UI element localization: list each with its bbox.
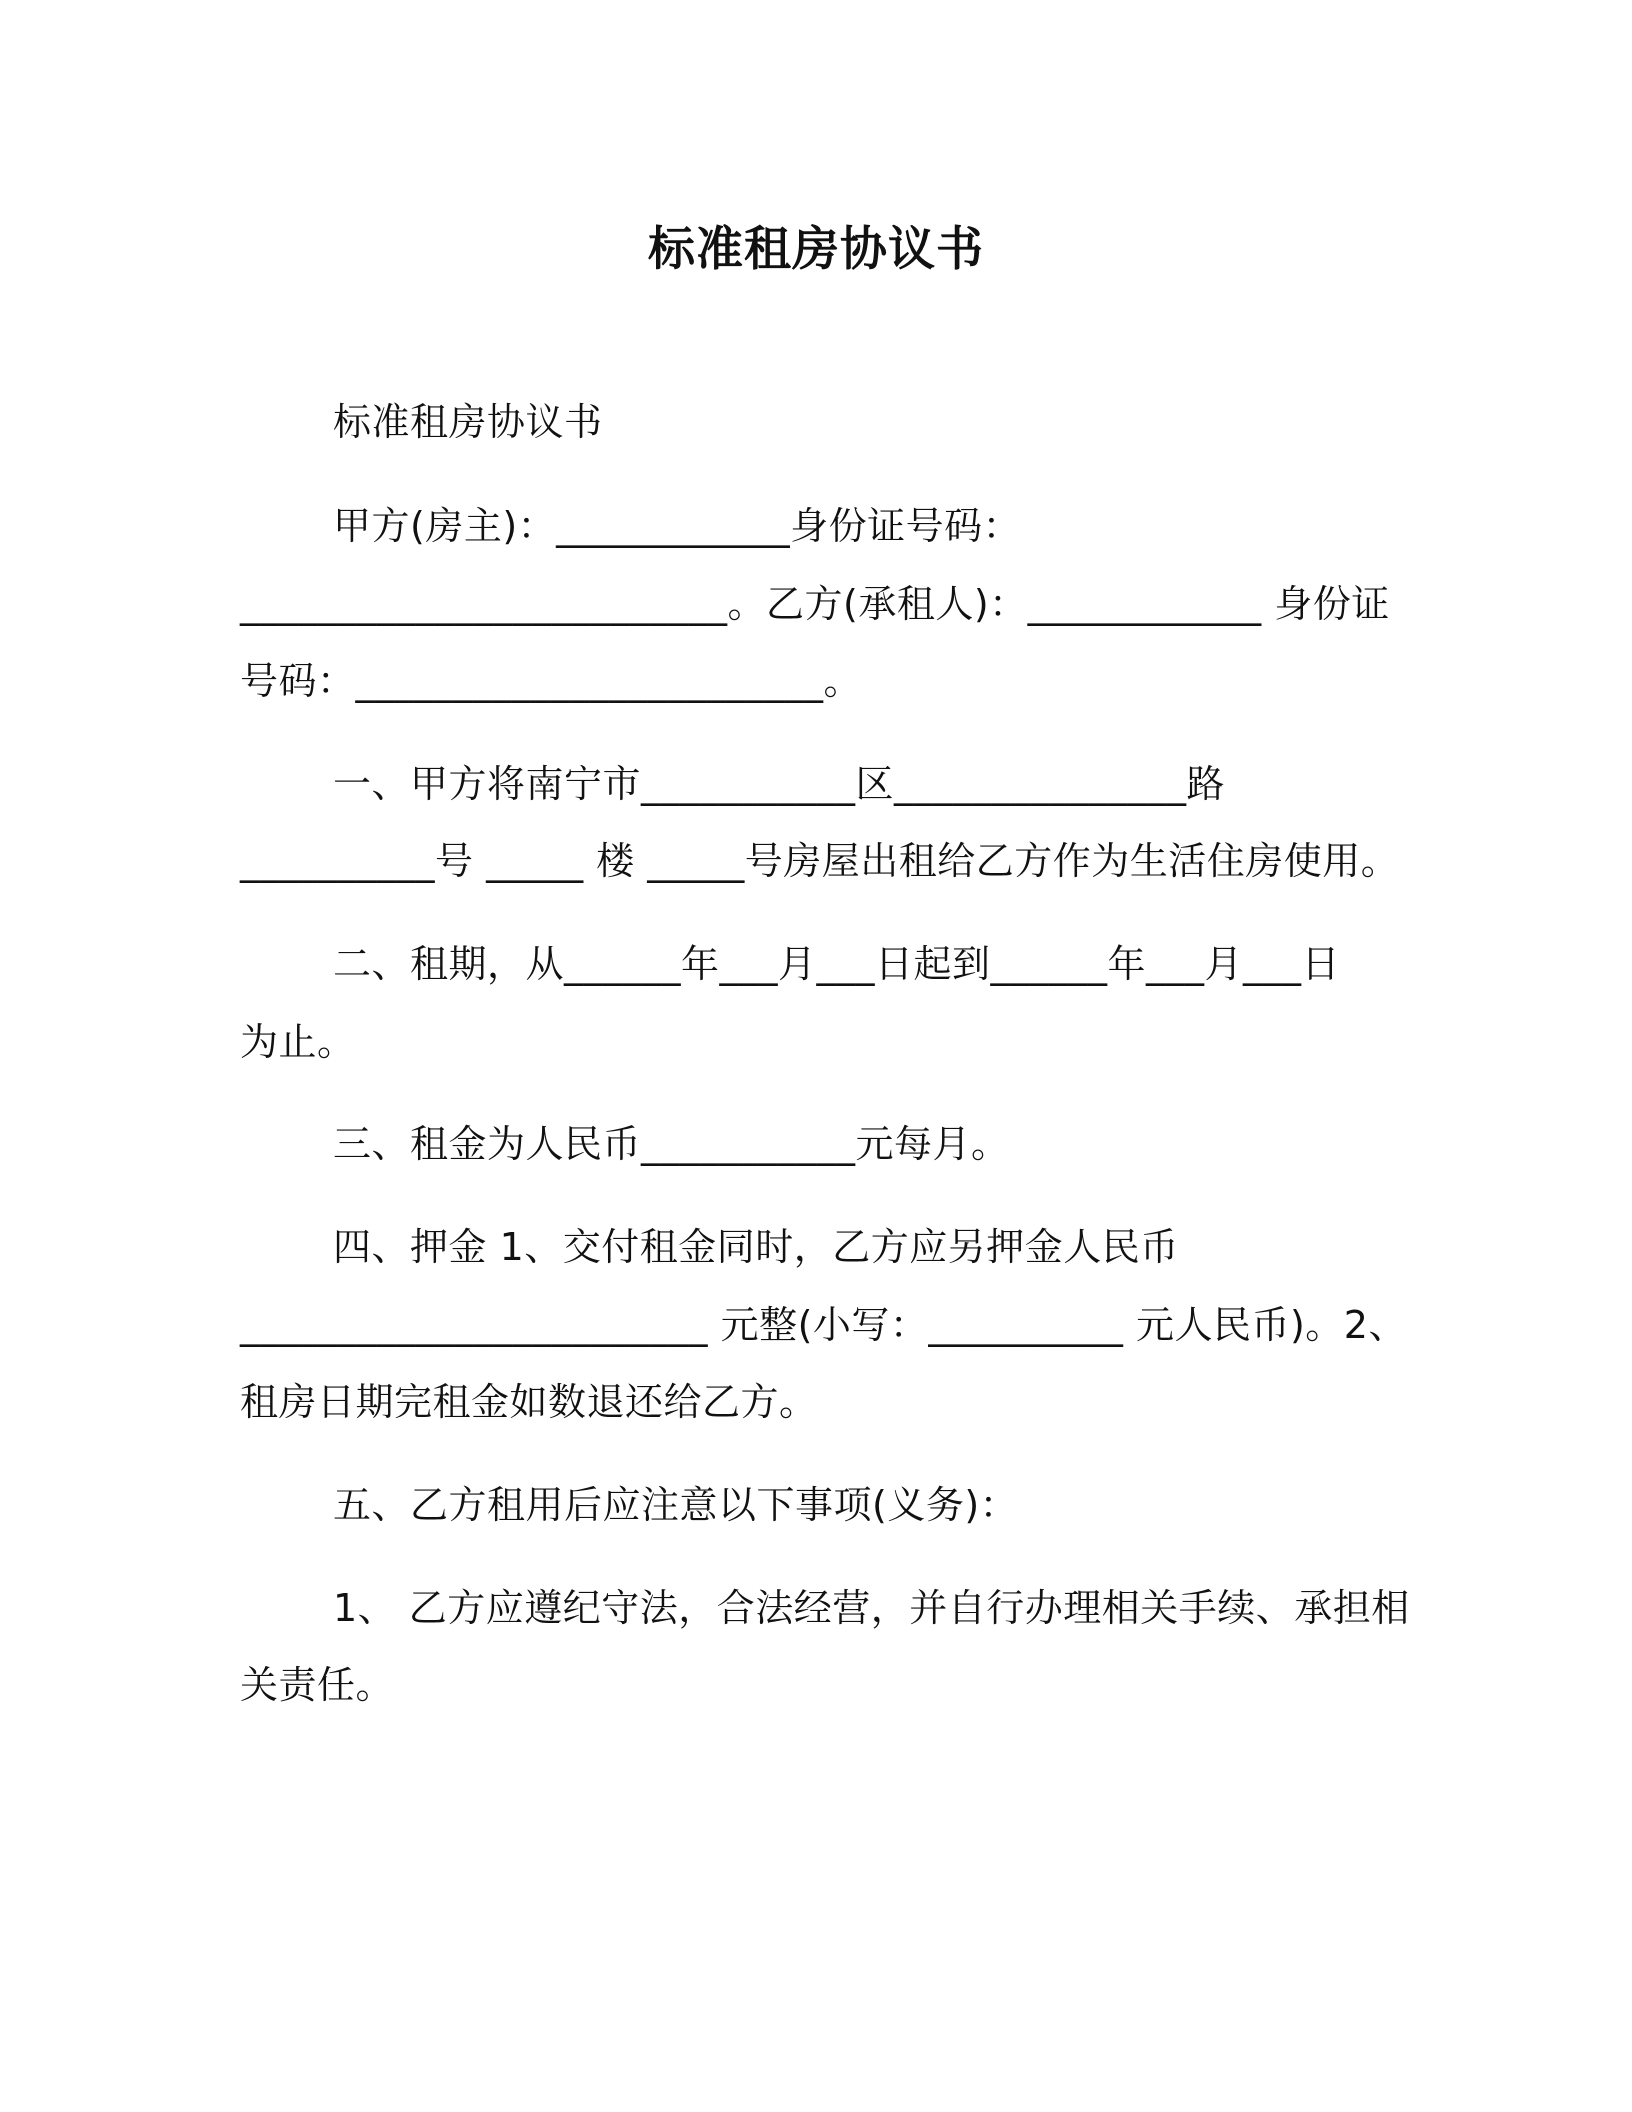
- clause-3-line: 三、租金为人民币___________元每月。: [333, 1122, 1010, 1166]
- document-subtitle: 标准租房协议书: [333, 400, 603, 444]
- party-b-id-line: 号码：________________________。: [240, 659, 863, 703]
- clause-1-line-2: __________号 _____ 楼 _____号房屋出租给乙方作为生活住房使用。: [240, 839, 1400, 883]
- party-b-line: _________________________。乙方(承租人)：____________ 身份证: [240, 582, 1390, 626]
- clause-4-line-3: 租房日期完租金如数退还给乙方。: [240, 1380, 818, 1424]
- clause-1-line-1: 一、甲方将南宁市___________区_______________路: [333, 762, 1226, 806]
- clause-2-line-2: 为止。: [240, 1020, 356, 1064]
- document-title: 标准租房协议书: [648, 222, 984, 277]
- clause-5-item-1-line-1: 1、 乙方应遵纪守法，合法经营，并自行办理相关手续、承担相: [333, 1586, 1410, 1630]
- clause-4-line-2: ________________________ 元整(小写：__________ 元人民币)。2、: [240, 1303, 1407, 1347]
- clause-2-line-1: 二、租期，从______年___月___日起到______年___月___日: [333, 942, 1341, 986]
- clause-5-heading: 五、乙方租用后应注意以下事项(义务)：: [333, 1483, 1019, 1527]
- clause-5-item-1-line-2: 关责任。: [240, 1663, 395, 1707]
- party-a-line: 甲方(房主)：____________身份证号码：: [333, 504, 1022, 548]
- clause-4-line-1: 四、押金 1、交付租金同时，乙方应另押金人民币: [333, 1225, 1179, 1269]
